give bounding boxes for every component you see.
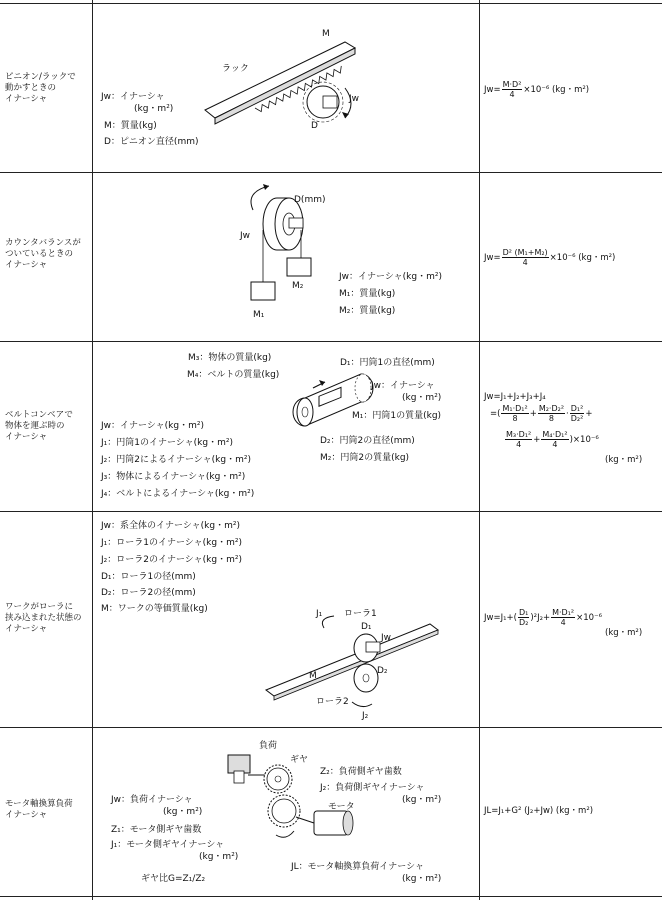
legend-line: (kg・m²) <box>163 807 203 817</box>
denominator: D₂² <box>570 414 584 423</box>
legend-line: Jw：イナーシャ <box>101 92 165 102</box>
fraction <box>502 248 549 267</box>
numerator: D₁ <box>518 608 529 617</box>
diameter-label: D(mm) <box>294 195 326 205</box>
legend-line: Jw：イナーシャ(kg・m²) <box>101 421 204 431</box>
formula-lhs: Jw= <box>484 85 501 95</box>
row-divider <box>0 341 662 342</box>
denominator: 4 <box>552 440 558 449</box>
numerator: M·D₁² <box>552 608 575 617</box>
jw-label: Jw <box>349 94 360 104</box>
roller2-label: ローラ2 <box>316 697 349 707</box>
rack-label: ラック <box>222 64 249 74</box>
numerator: M₂·D₂² <box>538 404 565 413</box>
legend-line: JL：モータ軸換算負荷イナーシャ <box>291 862 424 872</box>
formula-lhs: Jw= <box>484 253 501 263</box>
label-line: 挟み込まれた状態の <box>5 613 82 623</box>
row-divider <box>0 511 662 512</box>
legend-line: D₁：円筒1の直径(mm) <box>340 358 435 368</box>
formula-tail: ×10⁻⁶ <box>576 613 602 623</box>
formula-line: =( $\frac{\text{M₁·D₁²}}{8}$ + $\frac{\text{M₂·D₂²}}{8}$ · $\frac{\text{D₁²}}{\text{D₂²}}$ + <box>490 404 593 423</box>
legend-line: D₂：円筒2の直径(mm) <box>320 436 415 446</box>
fraction <box>502 80 523 99</box>
column-divider <box>92 0 93 900</box>
row-label-pinion-rack <box>5 72 89 105</box>
diameter-label: D <box>311 121 318 131</box>
formula: JL=J₁+G² (J₂+Jw) (kg・m²) <box>484 806 594 816</box>
legend-line: M₁：円筒1の質量(kg) <box>352 411 442 421</box>
legend-line: (kg・m²) <box>199 852 239 862</box>
legend-line: (kg・m²) <box>134 104 174 114</box>
formula <box>484 80 589 99</box>
formula-tail: ×10⁻⁶ (kg・m²) <box>549 253 616 263</box>
mass-label: M <box>309 671 317 681</box>
jw-label: Jw <box>240 231 251 241</box>
counterbalance-diagram <box>235 190 335 310</box>
d2-label: D₂ <box>377 666 388 676</box>
label-line: ベルトコンベアで <box>5 410 73 420</box>
label-line: カウンタバランスが <box>5 238 81 248</box>
numerator: D² (M₁+M₂) <box>502 248 548 257</box>
formula-unit: (kg・m²) <box>605 628 643 638</box>
m1-label: M₁ <box>253 310 265 320</box>
numerator: M₄·D₁² <box>542 430 568 439</box>
numerator: M₃·D₁² <box>506 430 532 439</box>
roller1-label: ローラ1 <box>344 609 377 619</box>
table-border-top <box>0 3 662 4</box>
load-label: 負荷 <box>259 741 278 751</box>
formula-mid: J₂+ <box>537 613 551 623</box>
row-label-rollers <box>5 602 89 635</box>
column-divider <box>479 0 480 900</box>
label-line: 物体を運ぶ時の <box>5 421 65 431</box>
fraction <box>538 404 565 423</box>
row-divider <box>0 727 662 728</box>
formula-unit: (kg・m²) <box>605 455 643 465</box>
row-divider <box>0 172 662 173</box>
label-line: ついているときの <box>5 249 74 259</box>
m2-label: M₂ <box>292 281 304 291</box>
numerator: D₁² <box>570 404 584 413</box>
legend-line: J₁：ローラ1のイナーシャ(kg・m²) <box>101 538 242 548</box>
table-border-bottom <box>0 896 662 897</box>
legend-line: D：ピニオン直径(mm) <box>104 137 199 147</box>
legend-line: D₂：ローラ2の径(mm) <box>101 588 196 598</box>
legend-line: Jw：負荷イナーシャ <box>111 795 193 805</box>
numerator: M·D² <box>502 80 522 89</box>
legend-line: M₁：質量(kg) <box>339 289 396 299</box>
label-line: イナーシャ <box>5 432 48 442</box>
belt-conveyor-diagram <box>285 358 385 448</box>
fraction <box>570 404 585 423</box>
label-line: ピニオン/ラックで <box>5 72 76 82</box>
d1-label: D₁ <box>361 622 372 632</box>
formula-lhs: Jw=J₁+ <box>484 613 514 623</box>
label-line: ワークがローラに <box>5 602 74 612</box>
denominator: 4 <box>509 90 515 99</box>
row-label-counterbalance <box>5 238 89 271</box>
legend-line: (kg・m²) <box>402 874 442 884</box>
legend-line: M：質量(kg) <box>104 121 157 131</box>
roller-diagram <box>262 620 442 710</box>
denominator: D₂ <box>518 618 529 627</box>
fraction <box>518 608 529 627</box>
legend-line: M₂：質量(kg) <box>339 306 396 316</box>
fraction <box>501 404 528 423</box>
denominator: 4 <box>522 258 528 267</box>
formula-line: Jw=J₁+J₂+J₃+J₄ <box>484 392 546 402</box>
fraction <box>541 430 568 449</box>
legend-line: M₃：物体の質量(kg) <box>188 353 272 363</box>
denominator: 4 <box>560 618 566 627</box>
formula: Jw=J₁+( $\frac{\text{D₁}}{\text{D₂}}$ )²J₂+ $\frac{\text{M·D₁²}}{4}$ ×10⁻⁶ <box>484 608 602 627</box>
mass-label: M <box>322 29 330 39</box>
row-label-motor-shaft <box>5 799 89 821</box>
label-line: モータ軸換算負荷 <box>5 799 73 809</box>
denominator: 8 <box>512 414 518 423</box>
legend-line: (kg・m²) <box>402 795 442 805</box>
jw-label: Jw <box>381 633 392 643</box>
legend-line: J₂：円筒2によるイナーシャ(kg・m²) <box>101 455 251 465</box>
legend-line: J₁：円筒1のイナーシャ(kg・m²) <box>101 438 233 448</box>
legend-line: J₃：物体によるイナーシャ(kg・m²) <box>101 472 246 482</box>
formula <box>484 248 615 267</box>
legend-line: (kg・m²) <box>402 393 442 403</box>
legend-line: Jw：系全体のイナーシャ(kg・m²) <box>101 521 240 531</box>
legend-line: ギヤ比G=Z₁/Z₂ <box>141 874 206 884</box>
label-line: イナーシャ <box>5 810 48 820</box>
gear-label: ギヤ <box>290 755 309 765</box>
legend-line: D₁：ローラ1の径(mm) <box>101 572 196 582</box>
formula-tail: ×10⁻⁶ (kg・m²) <box>523 85 590 95</box>
legend-line: M：ワークの等価質量(kg) <box>101 604 208 614</box>
formula-tail: ×10⁻⁶ <box>572 435 599 445</box>
denominator: 8 <box>548 414 554 423</box>
legend-line: J₂：負荷側ギヤイナーシャ <box>320 783 425 793</box>
denominator: 4 <box>516 440 522 449</box>
formula-line: $\frac{\text{M₃·D₁²}}{4}$ + $\frac{\text{M₄·D₁²}}{4}$ )×10⁻⁶ <box>506 430 599 449</box>
label-line: イナーシャ <box>5 94 48 104</box>
fraction <box>505 430 532 449</box>
legend-line: J₄：ベルトによるイナーシャ(kg・m²) <box>101 489 255 499</box>
numerator: M₁·D₁² <box>502 404 528 413</box>
label-line: イナーシャ <box>5 260 48 270</box>
legend-line: Z₁：モータ側ギヤ歯数 <box>111 825 202 835</box>
fraction <box>551 608 575 627</box>
legend-line: Jw：イナーシャ(kg・m²) <box>339 272 442 282</box>
label-line: イナーシャ <box>5 624 48 634</box>
legend-line: M₂：円筒2の質量(kg) <box>320 453 410 463</box>
legend-line: J₁：モータ側ギヤイナーシャ <box>111 840 225 850</box>
pinion-rack-diagram <box>195 30 365 140</box>
motor-label: モータ <box>328 802 355 812</box>
legend-line: Z₂：負荷側ギヤ歯数 <box>320 767 402 777</box>
j1-label: J₁ <box>316 609 323 619</box>
j2-label: J₂ <box>362 711 369 721</box>
legend-line: Jw：イナーシャ <box>371 381 435 391</box>
label-line: 動かすときの <box>5 83 57 93</box>
legend-line: M₄：ベルトの質量(kg) <box>187 370 280 380</box>
row-label-belt-conveyor <box>5 410 89 443</box>
legend-line: J₂：ローラ2のイナーシャ(kg・m²) <box>101 555 242 565</box>
